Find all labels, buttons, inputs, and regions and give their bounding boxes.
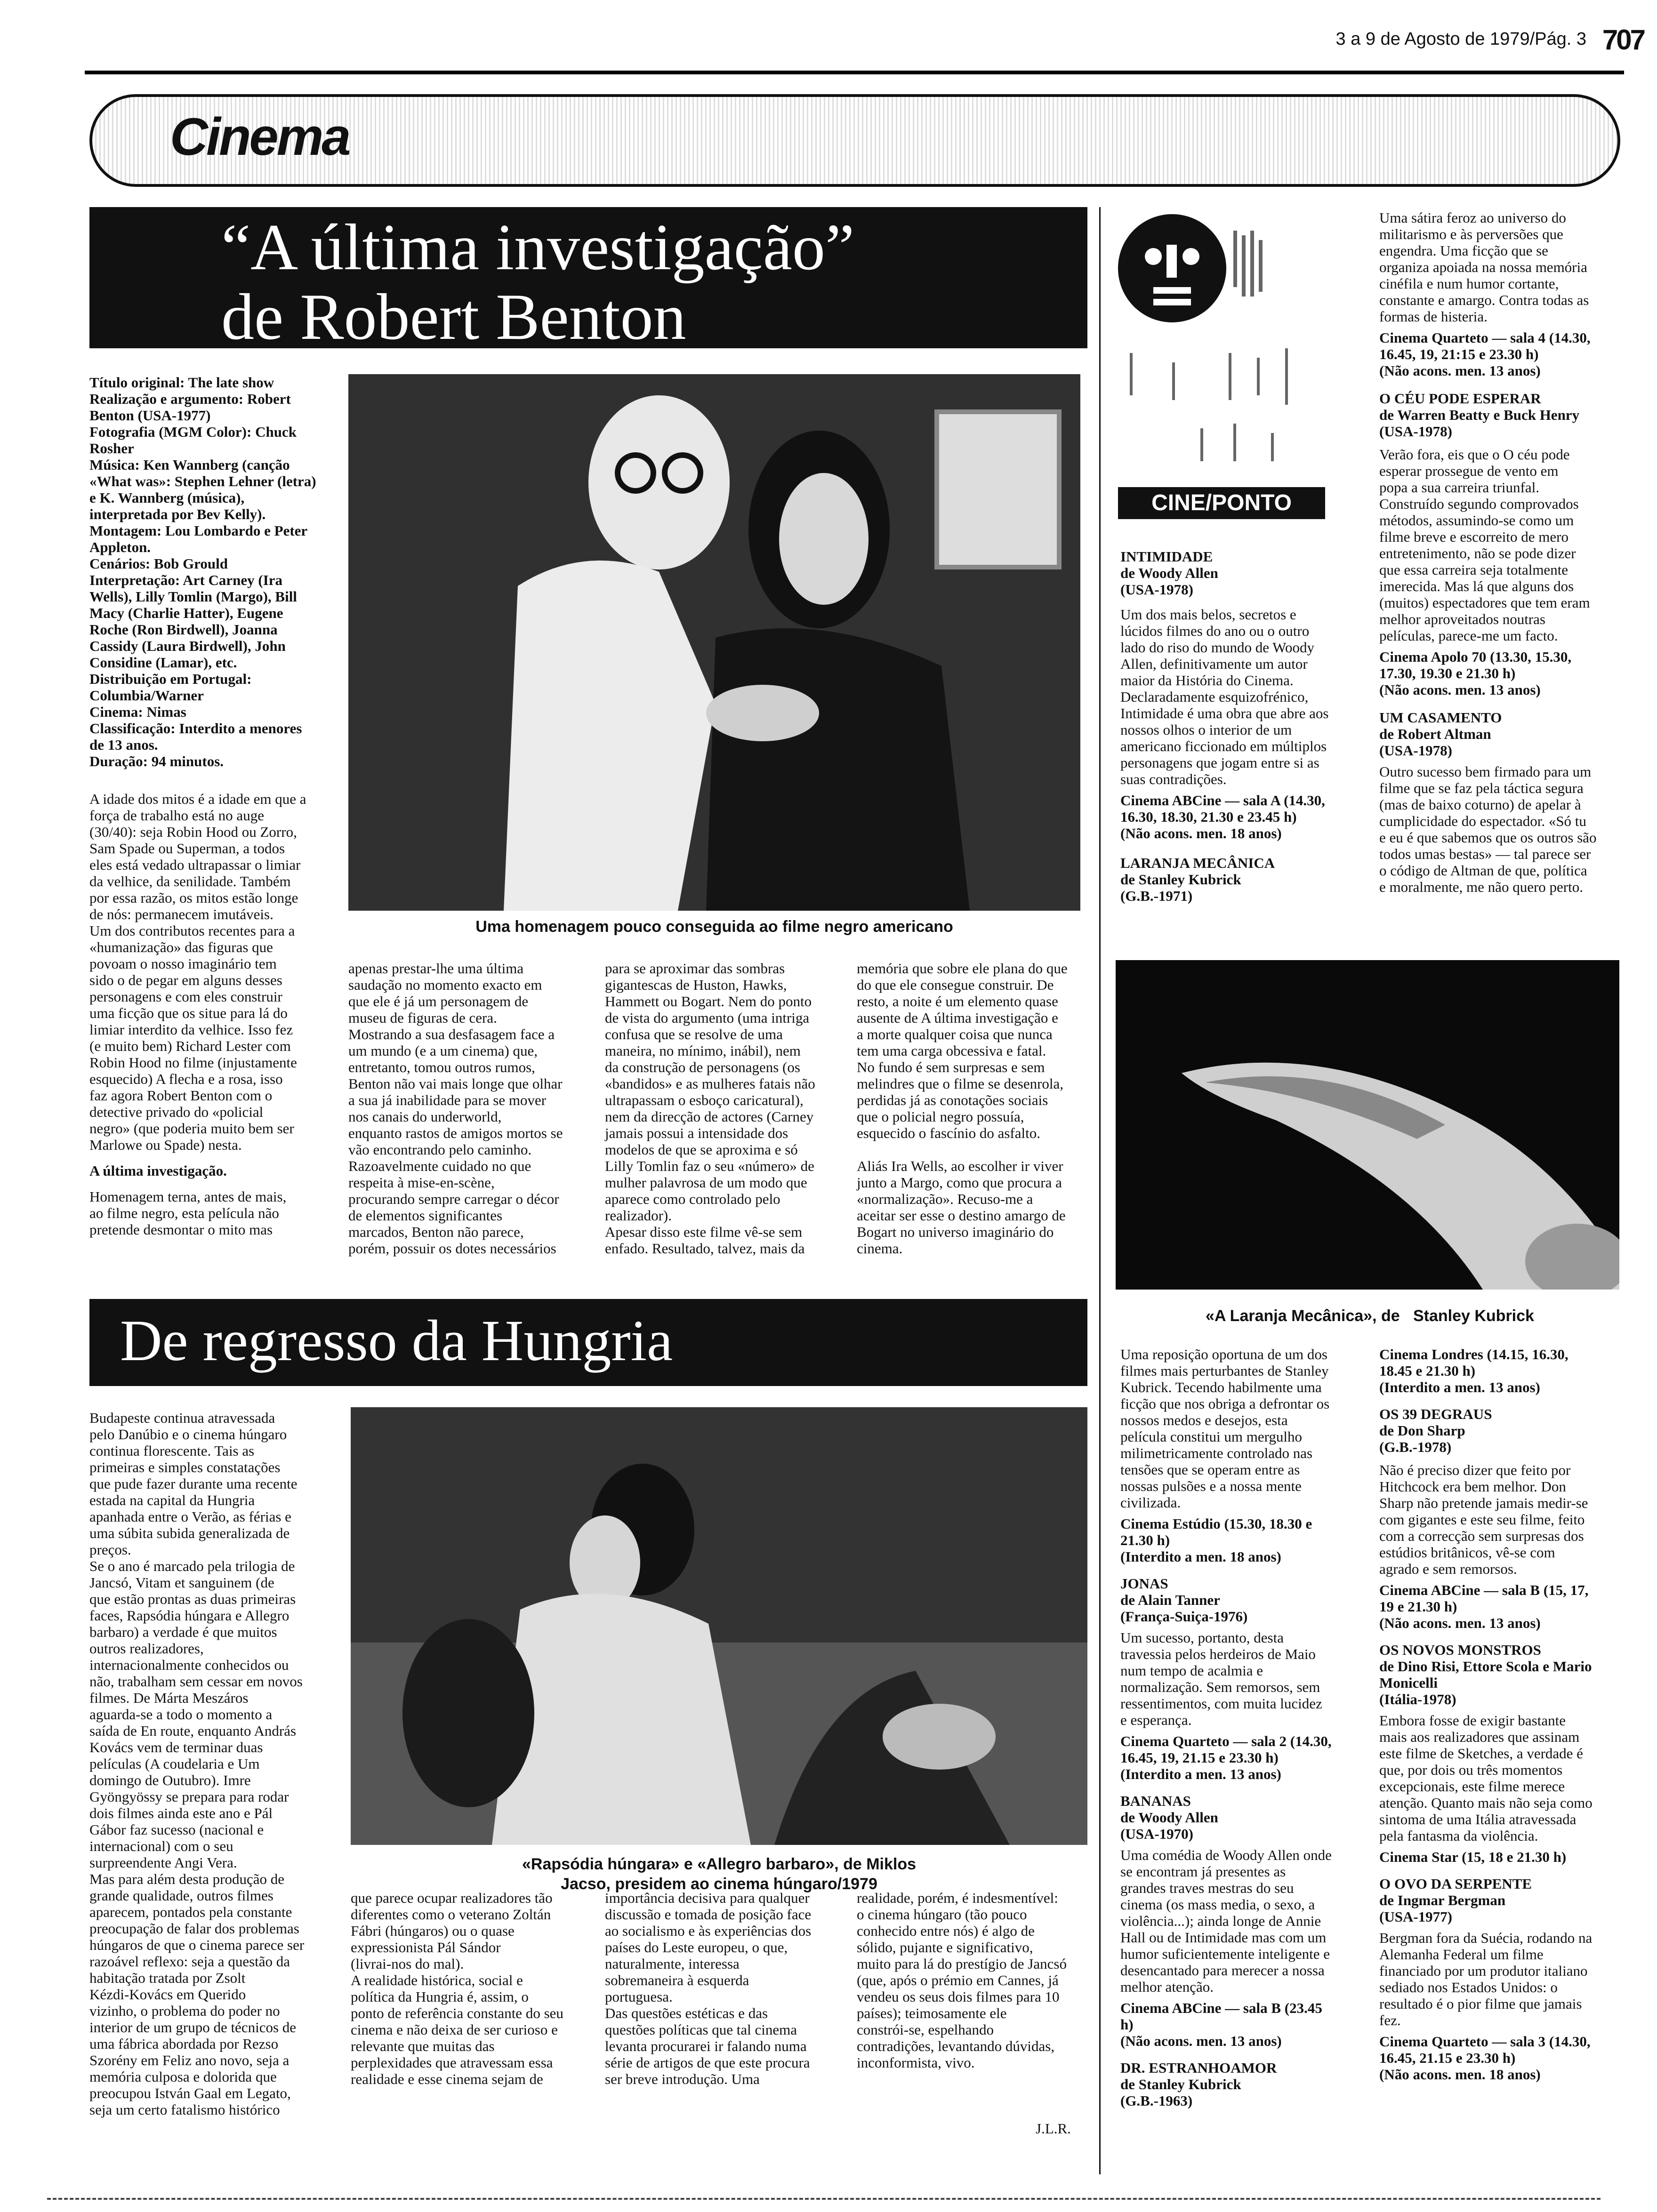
intimidade-title: INTIMIDADE de Woody Allen (USA-1978) (1120, 548, 1218, 598)
article2-col4-text: realidade, porém, é indesmentível: o cinema húngaro (tão pouco conhecido entre nós) é algo de sólido, pujante e significativo, muito para lá do prestígio de Jancsó (que, após o prémio em Cannes, já vendeu os seus dois filmes para 10 países); teimosamente ele constrói-se, espelhando contradições, levantando dúvidas, inconformista, vivo. (857, 1890, 1067, 2071)
cineponto-lower-right (1379, 1346, 1619, 2087)
jonas-cinema: Cinema Quarteto — sala 2 (14.30, 16.45, 19, 21.15 e 23.30 h) (Interdito a men. 13 anos) (1120, 1733, 1332, 1782)
estranho-title: DR. ESTRANHOAMOR de Stanley Kubrick (G.B.-1963) (1120, 2060, 1277, 2109)
bananas-cinema: Cinema ABCine — sala B (23.45 h) (Não acons. men. 13 anos) (1120, 2000, 1322, 2049)
article1-col1 (89, 791, 339, 1242)
laranja-photo-caption: «A Laranja Mecânica», de Stanley Kubrick (1206, 1307, 1534, 1325)
jonas-text: Um sucesso, portanto, desta travessia pelos herdeiros de Maio num tempo de acalmia e normalização. Sem remorsos, sem ressentimentos, com muita lucidez e esperança. (1120, 1629, 1322, 1728)
article1-col2 (348, 960, 584, 1261)
article1-col1-end: Homenagem terna, antes de mais, ao filme negro, esta película não pretende desmontar o mito mas (89, 1188, 287, 1238)
casamento-text: Outro sucesso bem firmado para um filme que se faz pela táctica segura (mas de baixo coturno) de apelar à cumplicidade do espectador. «Só tu e eu é que sabemos que os outros são todos umas bestas» — tal parece ser o código de Altman de que, política e moralmente, me não quero perto. (1379, 763, 1597, 895)
article1-col2-text: apenas prestar-lhe uma última saudação no momento exacto em que ele é já um personagem de museu de figuras de cera. Mostrando a sua desfasagem face a um mundo (e a um cinema) que, entretanto, tomou outros rumos, Benton não vai mais longe que olhar a sua já inabilidade para se mover nos canais do underworld, enquanto rastos de amigos mortos se vão encontrando pelo caminho. Razoavelmente cuidado no que respeita à mise-en-scène, procurando sempre carregar o décor de elementos significantes marcados, Benton não parece, porém, possuir os dotes necessários (348, 960, 563, 1257)
article1-col1-text: A idade dos mitos é a idade em que a força de trabalho está no auge (30/40): seja Robin Hood ou Zorro, Sam Spade ou Superman, a todos eles está vedado ultrapassar o limiar da velhice, da senilidade. Também por essa razão, os mitos estão longe de nós: permanecem imutáveis. Um dos contributos recentes para a «humanização» das figuras que povoam o nosso imaginário tem sido o de pegar em alguns desses personagens e com eles construir uma ficção que os situe para lá do limiar interdito da velhice. Isso fez (e muito bem) Richard Lester com Robin Hood no filme (injustamente esquecido) A flecha e a rosa, isso faz agora Robert Benton com o detective privado do «policial negro» (que poderia muito bem ser Marlowe ou Spade) nesta. (89, 791, 306, 1153)
article2-photo-caption: «Rapsódia húngara» e «Allegro barbaro», de Miklos Jacso, presidem ao cinema húngaro/1979 (522, 1855, 917, 1893)
laranja-photo (1116, 960, 1619, 1290)
monstros-text: Embora fosse de exigir bastante mais aos realizadores que assinam este filme de Sketches, a verdade é que, por dois ou três momentos excepcionais, este filme merece atenção. Quanto mais não seja como sintoma de uma Itália atravessada pela fantasma da violência. (1379, 1712, 1593, 1844)
film-still-hungarian (351, 1407, 1087, 1845)
intimidade-text: Um dos mais belos, secretos e lúcidos filmes do ano ou o outro lado do riso do mundo de Woody Allen, definitivamente um autor maior da História do Cinema. Declaradamente esquizofrénico, Intimidade é uma obra que abre aos nossos olhos o interior de um americano ficcionado em múltiplos personagens que jogam entre si as suas contradições. (1120, 606, 1329, 787)
ovo-title: O OVO DA SERPENTE de Ingmar Bergman (USA-1977) (1379, 1875, 1532, 1925)
film-still-clockwork-orange (1116, 960, 1619, 1290)
article2-col3-text: importância decisiva para qualquer discussão e tomada de posição face ao socialismo e às experiências dos países do Leste europeu, o que, naturalmente, interessa sobremaneira à esquerda portuguesa. Das questões estéticas e das questões políticas que tal cinema levanta procurarei ir falando numa série de artigos de que este procura ser breve introdução. Uma (605, 1890, 812, 2087)
article2-col1 (89, 1410, 344, 2123)
ovo-cinema: Cinema Quarteto — sala 3 (14.30, 16.45, 21.15 e 23.30 h) (Não acons. men. 18 anos) (1379, 2033, 1591, 2083)
degraus-title: OS 39 DEGRAUS de Don Sharp (G.B.-1978) (1379, 1406, 1492, 1455)
article1-photo-caption: Uma homenagem pouco conseguida ao filme negro americano (475, 918, 953, 936)
cineponto-lower-left (1120, 1346, 1360, 2114)
laranja-text: Uma reposição oportuna de um dos filmes mais perturbantes de Stanley Kubrick. Tecendo habilmente uma ficção que nos obriga a defrontar os nossos medos e desejos, esta película constitui um mergulho milimetricamente controlado nas tensões que se operam entre as nossas pulsões e a nossa mente civilizada. (1120, 1346, 1330, 1511)
page-folio: 3 a 9 de Agosto de 1979/Pág. 3 (1335, 29, 1586, 49)
bananas-text: Uma comédia de Woody Allen onde se encontram já presentes as grandes traves mestras do seu cinema (os mass media, o sexo, a violência...); ainda longe de Annie Hall ou de Intimidade mas com um humor suficientemente inteligente e desencantado para merecer a nossa melhor atenção. (1120, 1847, 1332, 1995)
top-rule (85, 71, 1624, 74)
bananas-title: BANANAS de Woody Allen (USA-1970) (1120, 1793, 1218, 1842)
article2-headline-box (89, 1299, 1087, 1386)
article1-headline: “A última investigação” de Robert Benton (221, 211, 855, 353)
article2-photo (351, 1407, 1087, 1845)
article2-col4 (857, 1890, 1097, 2076)
cineponto-col-left (1120, 548, 1356, 909)
cineponto-col-right (1379, 209, 1619, 900)
article1-photo (348, 374, 1080, 911)
article1-col4-text: memória que sobre ele plana do que do que ele consegue construir. De resto, a noite é um elemento quase ausente de A última investigação e a morte qualquer coisa que nunca tem uma carga obcessiva e fatal. No fundo é sem surpresas e sem melindres que o filme se desenrola, perdidas já as conotações sociais que o policial negro possuía, esquecido o fascínio do asfalto. Aliás Ira Wells, ao escolher ir viver junto a Margo, como que procura a «normalização». Recuso-me a aceitar ser esse o destino amargo de Bogart no universo imaginário do cinema. (857, 960, 1068, 1257)
newspaper-logo: 707 (1602, 24, 1644, 56)
face-logo-icon (1116, 212, 1327, 485)
credits-text: Título original: The late show Realização e argumento: Robert Benton (USA-1977) Fotografia (MGM Color): Chuck Rosher Música: Ken Wannberg (canção «What was»: Stephen Lehner (letra) e K. Wannberg (música), interpretada por Bev Kelly). Montagem: Lou Lombardo e Peter Appleton. Cenários: Bob Grould Interpretação: Art Carney (Ira Wells), Lilly Tomlin (Margo), Bill Macy (Charlie Hatter), Eugene Roche (Ron Birdwell), Joanna Cassidy (Laura Birdwell), John Considine (Lamar), etc. Distribuição em Portugal: Columbia/Warner Cinema: Nimas Classificação: Interdito a menores de 13 anos. Duração: 94 minutos. (89, 374, 316, 769)
article1-col4 (857, 960, 1092, 1261)
right-top-cinema: Cinema Quarteto — sala 4 (14.30, 16.45, 19, 21:15 e 23.30 h) (Não acons. men. 13 anos) (1379, 329, 1591, 379)
degraus-cinema: Cinema ABCine — sala B (15, 17, 19 e 21.30 h) (Não acons. men. 13 anos) (1379, 1582, 1589, 1631)
article1-col3-text: para se aproximar das sombras gigantescas de Huston, Hawks, Hammett ou Bogart. Nem do ponto de vista do argumento (uma intriga confusa que se resolve de uma maneira, no mínimo, inábil), nem da construção de personagens (os «bandidos» e as mulheres fatais não ultrapassam o esboço caricatural), nem da direcção de actores (Carney jamais possui a intensidade dos modelos de que se aproxima e só Lilly Tomlin faz o seu «número» de mulher palavrosa de um modo que aparece como controlado pelo realizador). Apesar disso este filme vê-se sem enfado. Resultado, talvez, mais da (605, 960, 815, 1257)
ceu-title: O CÉU PODE ESPERAR de Warren Beatty e Buck Henry (USA-1978) (1379, 390, 1580, 440)
section-banner (89, 94, 1620, 187)
ovo-text: Bergman fora da Suécia, rodando na Alemanha Federal um filme financiado por um produtor italiano sediado nos Estados Unidos: o resultado é o pior filme que jamais fez. (1379, 1930, 1593, 2028)
article2-headline: De regresso da Hungria (120, 1308, 673, 1373)
article1-credits (89, 374, 339, 774)
intimidade-cinema: Cinema ABCine — sala A (14.30, 16.30, 18.30, 21.30 e 23.45 h) (Não acons. men. 18 anos) (1120, 792, 1325, 842)
right-top-text: Uma sátira feroz ao universo do militarismo e às perversões que engendra. Uma ficção que se organiza apoiada na nossa memória cinéfila e num humor cortante, constante e amargo. Contra todas as formas de histeria. (1379, 209, 1589, 325)
ceu-text: Verão fora, eis que o O céu pode esperar prossegue de vento em popa a sua carreira triunfal. Construído segundo comprovados métodos, assumindo-se como um filme breve e escorreito de mero entretenimento, não se pode dizer que essa carreira seja totalmente imerecida. Mas lá que alguns dos (muitos) espectadores que tem eram melhor aproveitados noutras películas, parece-me um facto. (1379, 446, 1590, 644)
film-still-late-show (348, 374, 1080, 911)
degraus-text: Não é preciso dizer que feito por Hitchcock era bem melhor. Don Sharp não pretende jamais medir-se com gigantes e este seu filme, feito com a correcção sem surpresas dos estúdios britânicos, vê-se com agrado e sem remorsos. (1379, 1462, 1588, 1577)
monstros-title: OS NOVOS MONSTROS de Dino Risi, Ettore Scola e Mario Monicelli (Itália-1978) (1379, 1642, 1592, 1707)
article1-headline-box (89, 207, 1087, 353)
jonas-title: JONAS de Alain Tanner (França-Suiça-1976) (1120, 1575, 1248, 1625)
casamento-title: UM CASAMENTO de Robert Altman (USA-1978) (1379, 709, 1502, 759)
article2-col2 (351, 1890, 591, 2092)
monstros-cinema: Cinema Star (15, 18 e 21.30 h) (1379, 1849, 1567, 1865)
column-divider (1099, 207, 1101, 2174)
article2-col3 (605, 1890, 840, 2092)
laranja-title: LARANJA MECÂNICA de Stanley Kubrick (G.B.-1971) (1120, 855, 1275, 904)
article1-col3 (605, 960, 840, 1261)
section-title: Cinema (170, 107, 349, 166)
article2-signature: J.L.R. (1036, 2120, 1071, 2137)
ceu-cinema: Cinema Apolo 70 (13.30, 15.30, 17.30, 19.30 e 21.30 h) (Não acons. men. 13 anos) (1379, 649, 1572, 698)
article2-col2-text: que parece ocupar realizadores tão diferentes como o veterano Zoltán Fábri (húngaros) ou o quase expressionista Pál Sándor (livrai-nos do mal). A realidade histórica, social e política da Hungria é, assim, o ponto de referência constante do seu cinema e não deixa de ser curioso e relevante que muitas das perplexidades que atravessam essa realidade e esse cinema sejam de (351, 1890, 563, 2087)
article2-col1-text: Budapeste continua atravessada pelo Danúbio e o cinema húngaro continua florescente. Tais as primeiras e simples constatações que pude fazer durante uma recente estada na capital da Hungria apanhada entre o Verão, as férias e uma súbita subida generalizada de preços. Se o ano é marcado pela trilogia de Jancsó, Vitam et sanguinem (de que estão prontas as duas primeiras faces, Rapsódia húngara e Allegro barbaro) a verdade é que muitos outros realizadores, internacionalmente conhecidos ou não, trabalham sem cessar em novos filmes. De Márta Meszáros aguarda-se a todo o momento a saída de En route, enquanto András Kovács vem de terminar duas películas (A coudelaria e Um domingo de Outubro). Imre Gyöngyössy se prepara para rodar dois filmes ainda este ano e Pál Gábor faz sucesso (nacional e internacional) com o seu surpreendente Angi Vera. Mas para além desta produção de grande qualidade, outros filmes aparecem, pontados pela constante preocupação de falar dos problemas húngaros de que o cinema parece ser razoável reflexo: seja a questão da habitação tratada por Zsolt Kézdi-Kovács em Querido vizinho, o problema do poder no interior de um grupo de técnicos de uma fábrica abordada por Rezso Szorény em Feliz ano novo, seja a memória culposa e dolorida que preocupou István Gaal em Legato, seja um certo fatalismo histórico (89, 1410, 305, 2118)
londres-cinema: Cinema Londres (14.15, 16.30, 18.45 e 21.30 h) (Interdito a men. 13 anos) (1379, 1346, 1569, 1395)
article1-col1-subhead: A última investigação. (89, 1162, 227, 1179)
cineponto-logo (1116, 212, 1327, 485)
cineponto-label: CINE/PONTO (1118, 487, 1325, 519)
bottom-rule (47, 2198, 1601, 2200)
laranja-cinema: Cinema Estúdio (15.30, 18.30 e 21.30 h) (Interdito a men. 18 anos) (1120, 1515, 1312, 1565)
